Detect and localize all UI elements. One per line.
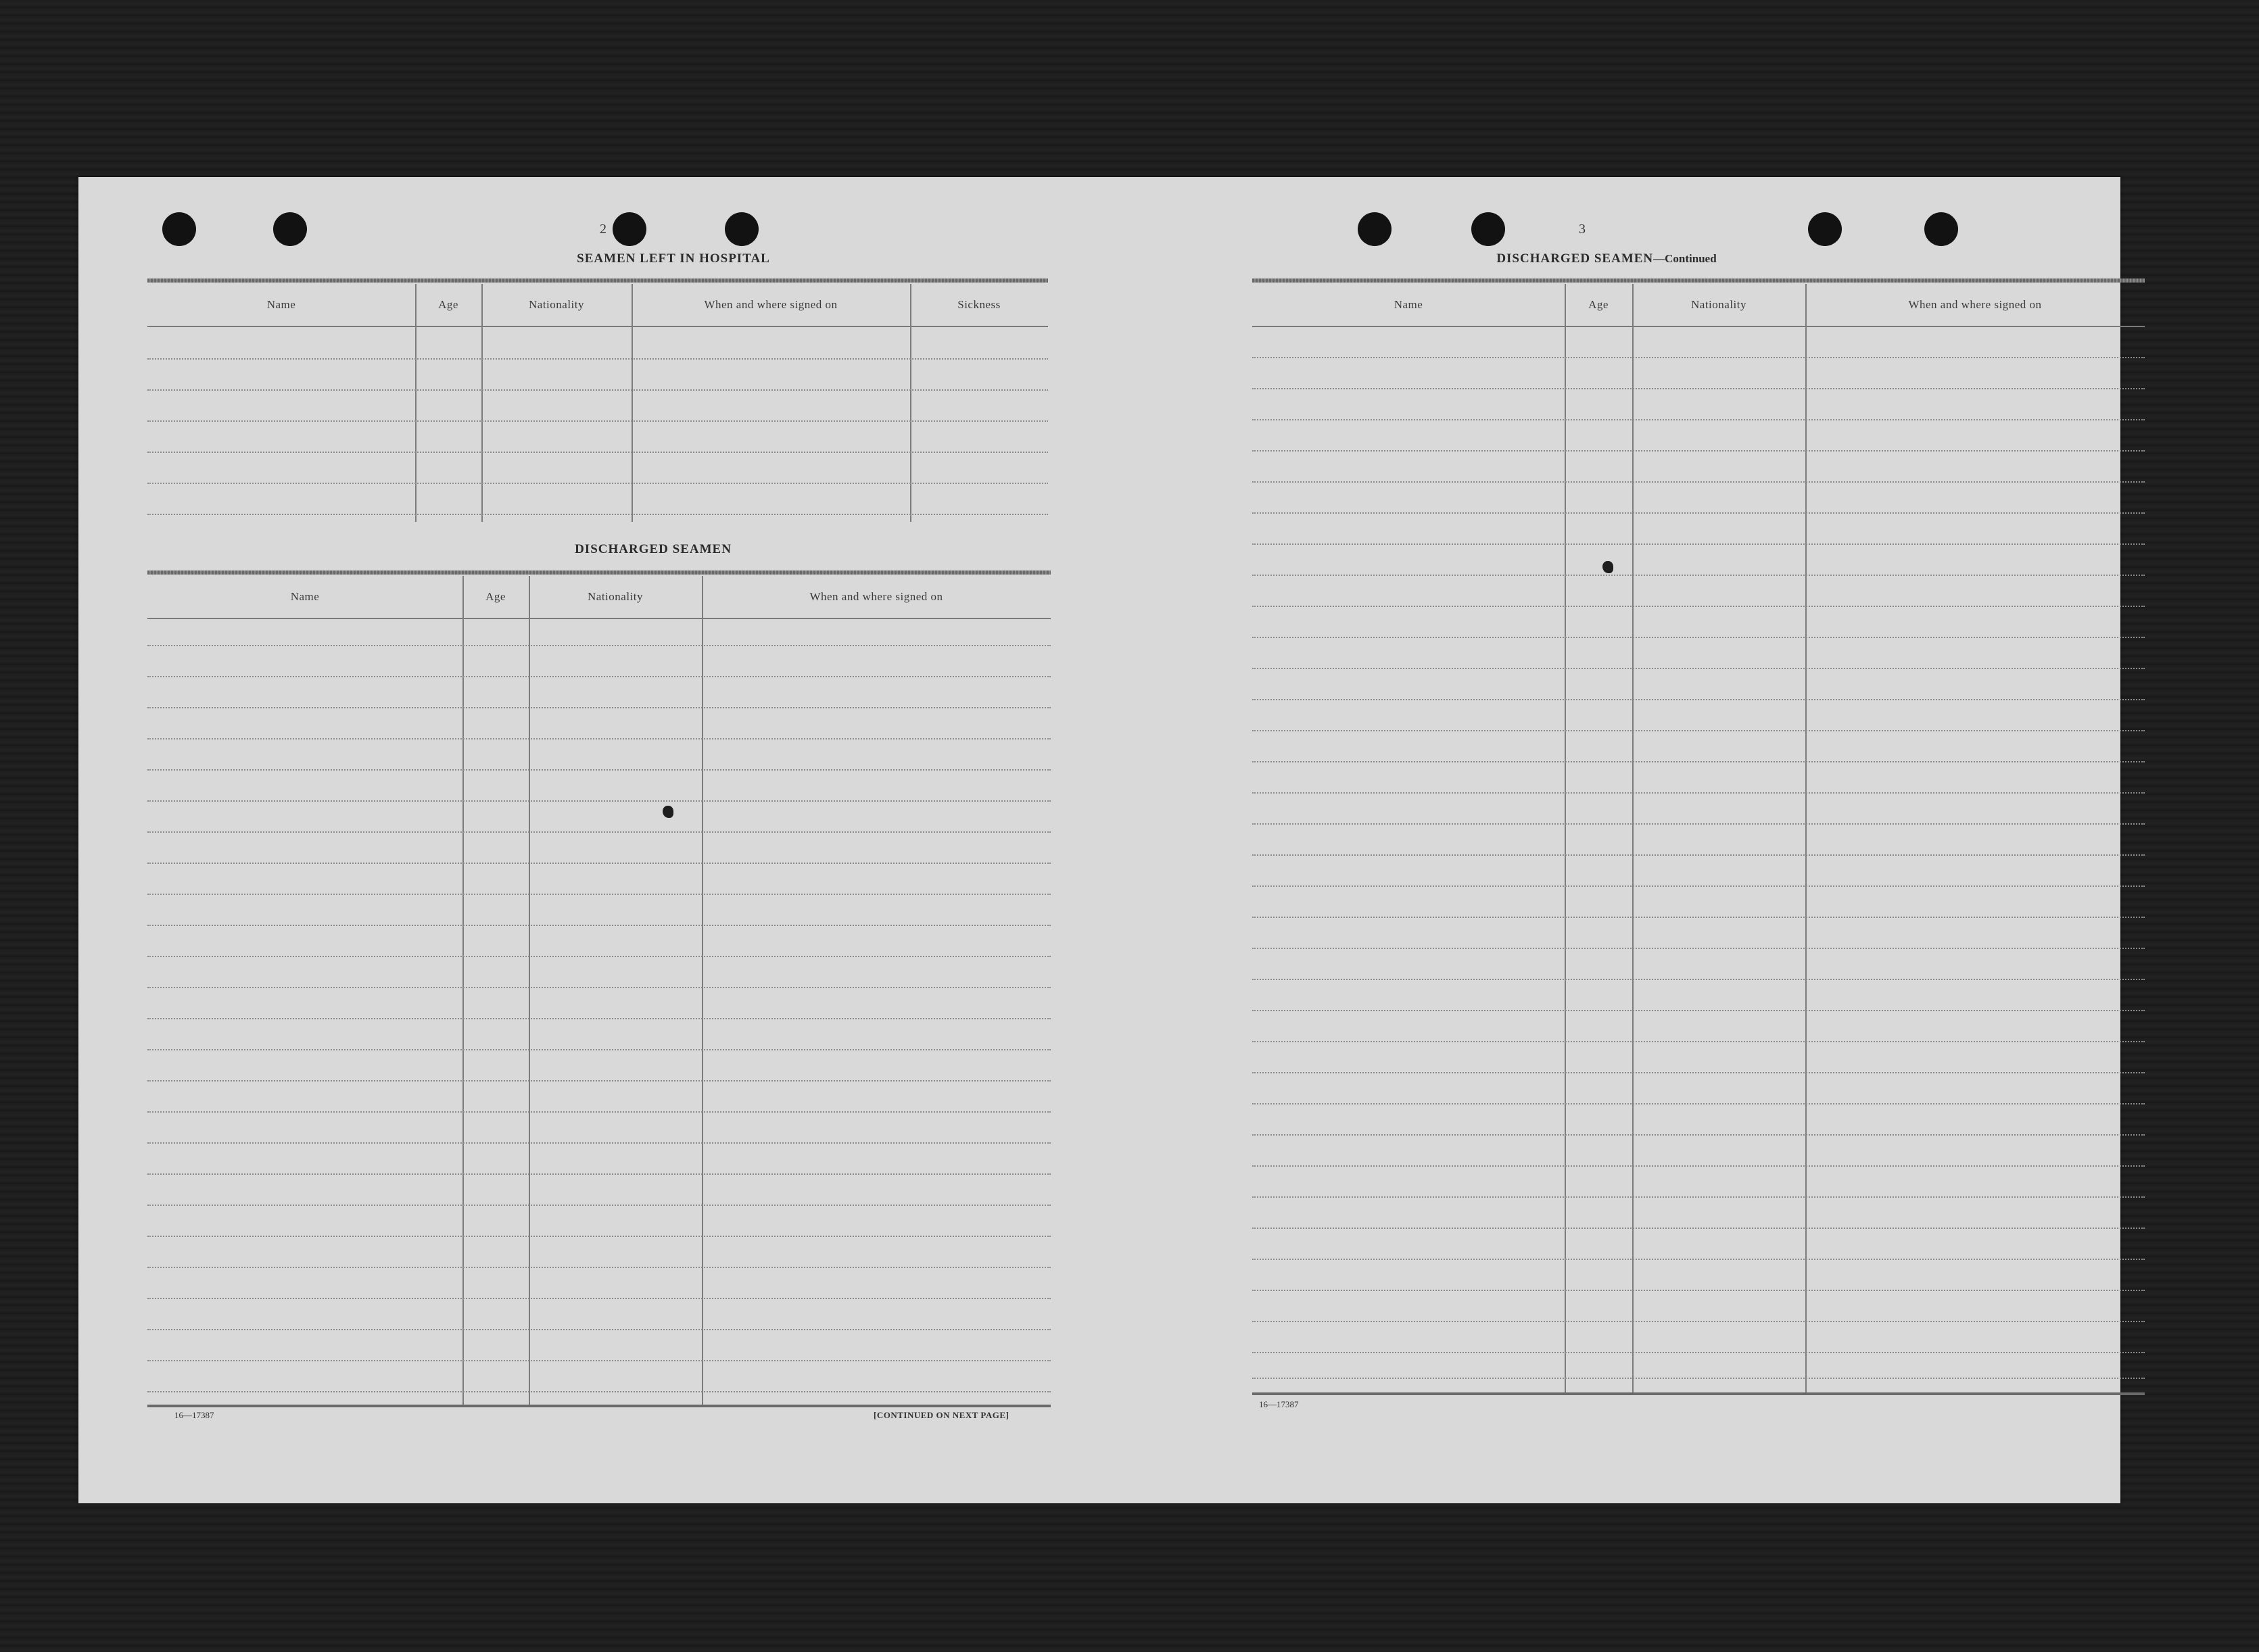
- ruled-line: [147, 863, 1051, 864]
- section-title-main: DISCHARGED SEAMEN: [1496, 251, 1654, 266]
- page-number: 3: [1579, 222, 1586, 237]
- ruled-line: [1252, 792, 2145, 794]
- ruled-line: [1252, 606, 2145, 607]
- ruled-line: [147, 452, 1048, 453]
- column-header-name: Name: [266, 298, 296, 311]
- discharged-continued-title: [1370, 251, 1843, 266]
- ruled-line: [1252, 730, 2145, 731]
- ruled-line: [1252, 575, 2145, 576]
- ruled-line: [1252, 948, 2145, 949]
- punch-hole: [162, 212, 196, 246]
- ink-blot: [1602, 561, 1613, 573]
- ruled-line: [1252, 1134, 2145, 1136]
- ruled-line: [1252, 854, 2145, 856]
- ruled-line: [1252, 699, 2145, 700]
- column-divider: [910, 284, 911, 522]
- ruled-line: [147, 769, 1051, 771]
- ruled-line: [1252, 917, 2145, 918]
- hospital-section-title: SEAMEN LEFT IN HOSPITAL: [577, 251, 770, 266]
- ruled-line: [1252, 1041, 2145, 1042]
- ruled-line: [1252, 1352, 2145, 1353]
- punch-hole: [725, 212, 759, 246]
- ruled-line: [1252, 1010, 2145, 1011]
- form-code: 16—17387: [174, 1410, 214, 1420]
- punch-hole: [613, 212, 646, 246]
- ruled-line: [147, 1205, 1051, 1206]
- ruled-line: [1252, 512, 2145, 514]
- ruled-line: [147, 894, 1051, 895]
- ruled-line: [1252, 481, 2145, 483]
- column-header-age: Age: [485, 590, 506, 603]
- ruled-line: [1252, 761, 2145, 762]
- ruled-line: [147, 1142, 1051, 1144]
- ruled-line: [147, 738, 1051, 739]
- ruled-line: [147, 1111, 1051, 1113]
- ruled-line: [147, 800, 1051, 802]
- ruled-line: [147, 389, 1048, 391]
- ruled-line: [1252, 1259, 2145, 1260]
- ruled-line: [1252, 979, 2145, 980]
- ruled-line: [147, 1080, 1051, 1082]
- ruled-line: [147, 483, 1048, 484]
- column-header-name: Name: [290, 590, 320, 603]
- ruled-line: [1252, 1072, 2145, 1073]
- column-divider: [702, 576, 703, 1407]
- ruled-line: [1252, 450, 2145, 452]
- ruled-line: [147, 645, 1051, 646]
- column-divider: [632, 284, 633, 522]
- form-spread: [78, 177, 2120, 1503]
- ruled-line: [147, 1173, 1051, 1175]
- ruled-line: [1252, 637, 2145, 638]
- ruled-line: [1252, 823, 2145, 825]
- ledger-header: [147, 284, 1048, 327]
- column-header-signed-on: When and where signed on: [704, 298, 838, 311]
- ruled-line: [147, 1360, 1051, 1361]
- bottom-rule: [1252, 1392, 2145, 1395]
- ruled-line: [147, 831, 1051, 833]
- ruled-line: [1252, 357, 2145, 358]
- punch-hole: [1358, 212, 1392, 246]
- column-header-nationality: Nationality: [529, 298, 584, 311]
- column-divider: [415, 284, 417, 522]
- column-header-nationality: Nationality: [1691, 298, 1746, 311]
- ruled-line: [1252, 1290, 2145, 1291]
- ruled-line: [147, 1049, 1051, 1050]
- ruled-line: [147, 956, 1051, 957]
- ruled-line: [1252, 419, 2145, 420]
- continued-note: [CONTINUED ON NEXT PAGE]: [874, 1410, 1009, 1420]
- top-rule: [147, 278, 1048, 283]
- ruled-line: [147, 1267, 1051, 1268]
- ruled-line: [1252, 388, 2145, 389]
- ruled-line: [147, 1329, 1051, 1330]
- column-divider: [462, 576, 464, 1407]
- ruled-line: [147, 707, 1051, 708]
- ruled-line: [147, 420, 1048, 422]
- page-number: 2: [600, 222, 607, 237]
- ruled-line: [1252, 1228, 2145, 1229]
- ruled-line: [1252, 543, 2145, 545]
- top-rule: [147, 570, 1051, 575]
- ruled-line: [1252, 1378, 2145, 1379]
- column-header-signed-on: When and where signed on: [809, 590, 943, 603]
- ruled-line: [1252, 1321, 2145, 1322]
- right-page: [1099, 177, 2120, 1503]
- ruled-line: [1252, 1196, 2145, 1198]
- punch-hole: [273, 212, 307, 246]
- left-page: [78, 177, 1099, 1503]
- ruled-line: [147, 676, 1051, 677]
- ruled-line: [147, 514, 1048, 515]
- top-rule: [1252, 278, 2145, 283]
- ruled-line: [147, 1391, 1051, 1392]
- punch-hole: [1808, 212, 1842, 246]
- ink-blot: [663, 806, 673, 818]
- column-header-age: Age: [438, 298, 458, 311]
- section-title-suffix: —Continued: [1653, 252, 1717, 265]
- column-header-age: Age: [1588, 298, 1609, 311]
- ruled-line: [1252, 1165, 2145, 1167]
- ruled-line: [147, 358, 1048, 360]
- column-divider: [481, 284, 483, 522]
- ruled-line: [147, 1298, 1051, 1299]
- hospital-ledger: [147, 278, 1048, 522]
- bottom-rule: [147, 1405, 1051, 1407]
- discharged-continued-ledger: [1252, 278, 2145, 1395]
- column-header-nationality: Nationality: [588, 590, 643, 603]
- column-header-name: Name: [1394, 298, 1423, 311]
- ruled-line: [147, 925, 1051, 926]
- ruled-line: [1252, 885, 2145, 887]
- column-header-sickness: Sickness: [957, 298, 1001, 311]
- ruled-line: [1252, 1103, 2145, 1104]
- ledger-header: [1252, 284, 2145, 327]
- discharged-ledger: [147, 570, 1051, 1407]
- discharged-section-title: DISCHARGED SEAMEN: [575, 542, 732, 556]
- ruled-line: [147, 1236, 1051, 1237]
- punch-hole: [1924, 212, 1958, 246]
- ledger-header: [147, 576, 1051, 619]
- ruled-line: [147, 987, 1051, 988]
- ruled-line: [1252, 668, 2145, 669]
- form-code: 16—17387: [1259, 1399, 1299, 1409]
- punch-hole: [1471, 212, 1505, 246]
- column-divider: [529, 576, 530, 1407]
- ruled-line: [147, 1018, 1051, 1019]
- column-header-signed-on: When and where signed on: [1908, 298, 2042, 311]
